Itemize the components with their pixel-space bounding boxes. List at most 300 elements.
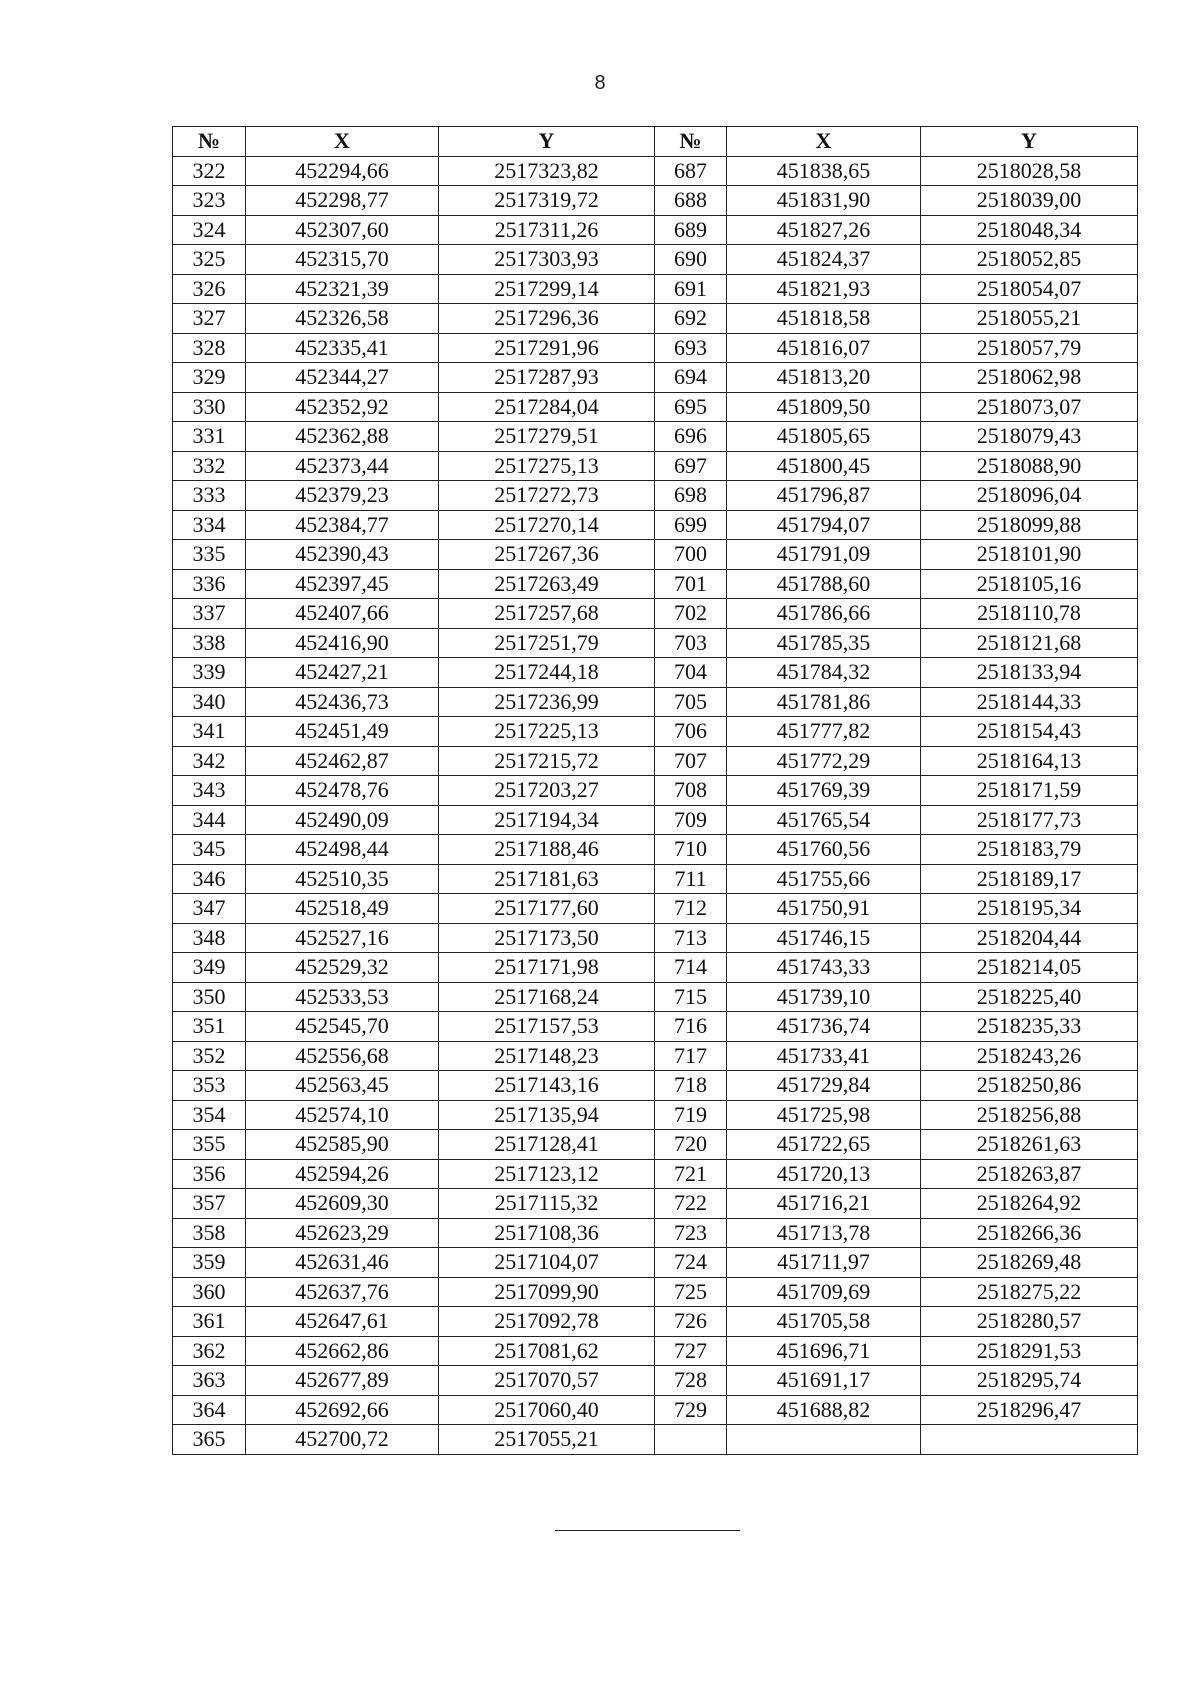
cell-number-right: 707 (655, 746, 727, 776)
cell-number-left: 349 (173, 953, 246, 983)
table-row (173, 1336, 1138, 1366)
cell-number-left: 345 (173, 835, 246, 865)
cell-number-right: 728 (655, 1366, 727, 1396)
cell-x-right: 451818,58 (727, 304, 921, 334)
cell-x-left: 452556,68 (246, 1041, 439, 1071)
cell-number-right: 689 (655, 215, 727, 245)
table-row (173, 1189, 1138, 1219)
cell-x-left: 452384,77 (246, 510, 439, 540)
cell-x-left: 452594,26 (246, 1159, 439, 1189)
cell-y-left: 2517311,26 (439, 215, 655, 245)
table-row (173, 186, 1138, 216)
table-row (173, 274, 1138, 304)
cell-x-left: 452623,29 (246, 1218, 439, 1248)
cell-y-left: 2517099,90 (439, 1277, 655, 1307)
cell-y-left: 2517081,62 (439, 1336, 655, 1366)
cell-number-right: 702 (655, 599, 727, 629)
table-row (173, 1100, 1138, 1130)
cell-x-right: 451760,56 (727, 835, 921, 865)
cell-y-left: 2517168,24 (439, 982, 655, 1012)
cell-x-right: 451831,90 (727, 186, 921, 216)
cell-x-left: 452416,90 (246, 628, 439, 658)
cell-x-right: 451705,58 (727, 1307, 921, 1337)
table-body (173, 156, 1138, 1454)
cell-y-right: 2518079,43 (921, 422, 1138, 452)
cell-y-left: 2517181,63 (439, 864, 655, 894)
table-row (173, 1425, 1138, 1455)
cell-number-right: 698 (655, 481, 727, 511)
table-row (173, 776, 1138, 806)
cell-y-right: 2518099,88 (921, 510, 1138, 540)
cell-number-left: 342 (173, 746, 246, 776)
table-row (173, 215, 1138, 245)
cell-y-right: 2518133,94 (921, 658, 1138, 688)
cell-y-right: 2518291,53 (921, 1336, 1138, 1366)
cell-y-left: 2517173,50 (439, 923, 655, 953)
cell-x-left: 452529,32 (246, 953, 439, 983)
cell-number-right: 690 (655, 245, 727, 275)
cell-x-right: 451688,82 (727, 1395, 921, 1425)
cell-number-left: 322 (173, 156, 246, 186)
cell-number-right: 688 (655, 186, 727, 216)
table-row (173, 451, 1138, 481)
cell-y-right: 2518177,73 (921, 805, 1138, 835)
cell-x-right: 451736,74 (727, 1012, 921, 1042)
cell-y-right: 2518264,92 (921, 1189, 1138, 1219)
cell-x-left: 452451,49 (246, 717, 439, 747)
cell-number-left: 359 (173, 1248, 246, 1278)
cell-y-right: 2518250,86 (921, 1071, 1138, 1101)
cell-number-right: 720 (655, 1130, 727, 1160)
cell-y-right: 2518183,79 (921, 835, 1138, 865)
cell-x-right: 451791,09 (727, 540, 921, 570)
cell-number-right: 687 (655, 156, 727, 186)
cell-number-right: 721 (655, 1159, 727, 1189)
cell-y-left: 2517284,04 (439, 392, 655, 422)
cell-y-left: 2517148,23 (439, 1041, 655, 1071)
cell-y-right: 2518261,63 (921, 1130, 1138, 1160)
cell-y-left: 2517244,18 (439, 658, 655, 688)
table-row (173, 746, 1138, 776)
coordinates-table (172, 126, 1138, 1455)
cell-x-right: 451809,50 (727, 392, 921, 422)
cell-x-right: 451805,65 (727, 422, 921, 452)
table-row (173, 687, 1138, 717)
cell-number-left: 323 (173, 186, 246, 216)
cell-x-right: 451813,20 (727, 363, 921, 393)
cell-x-left: 452533,53 (246, 982, 439, 1012)
cell-x-left: 452518,49 (246, 894, 439, 924)
cell-number-right: 727 (655, 1336, 727, 1366)
cell-y-right: 2518039,00 (921, 186, 1138, 216)
header-y-right: Y (921, 127, 1138, 157)
table-row (173, 599, 1138, 629)
table-row (173, 304, 1138, 334)
cell-number-right: 704 (655, 658, 727, 688)
cell-y-left: 2517319,72 (439, 186, 655, 216)
cell-number-right: 723 (655, 1218, 727, 1248)
cell-number-left: 347 (173, 894, 246, 924)
cell-y-left: 2517291,96 (439, 333, 655, 363)
cell-y-left: 2517257,68 (439, 599, 655, 629)
cell-y-left: 2517135,94 (439, 1100, 655, 1130)
table-row (173, 481, 1138, 511)
cell-x-right: 451816,07 (727, 333, 921, 363)
cell-x-right: 451755,66 (727, 864, 921, 894)
table-row (173, 333, 1138, 363)
cell-number-left: 324 (173, 215, 246, 245)
cell-number-left: 357 (173, 1189, 246, 1219)
cell-number-right: 705 (655, 687, 727, 717)
cell-y-left: 2517070,57 (439, 1366, 655, 1396)
cell-number-right: 697 (655, 451, 727, 481)
cell-x-right: 451784,32 (727, 658, 921, 688)
cell-y-left: 2517092,78 (439, 1307, 655, 1337)
cell-y-left: 2517236,99 (439, 687, 655, 717)
cell-y-left: 2517123,12 (439, 1159, 655, 1189)
cell-y-right: 2518275,22 (921, 1277, 1138, 1307)
cell-number-left: 335 (173, 540, 246, 570)
cell-x-right: 451725,98 (727, 1100, 921, 1130)
cell-number-left: 339 (173, 658, 246, 688)
table-row (173, 894, 1138, 924)
cell-x-right: 451739,10 (727, 982, 921, 1012)
table-row (173, 717, 1138, 747)
cell-y-left: 2517203,27 (439, 776, 655, 806)
cell-x-right: 451733,41 (727, 1041, 921, 1071)
cell-number-left: 334 (173, 510, 246, 540)
cell-y-left: 2517108,36 (439, 1218, 655, 1248)
cell-y-right: 2518028,58 (921, 156, 1138, 186)
cell-number-left: 338 (173, 628, 246, 658)
cell-x-right: 451713,78 (727, 1218, 921, 1248)
table-row (173, 1218, 1138, 1248)
table-row (173, 422, 1138, 452)
cell-x-right: 451765,54 (727, 805, 921, 835)
cell-number-right: 719 (655, 1100, 727, 1130)
cell-number-right: 710 (655, 835, 727, 865)
cell-number-left: 336 (173, 569, 246, 599)
cell-y-right: 2518096,04 (921, 481, 1138, 511)
cell-number-left: 333 (173, 481, 246, 511)
cell-x-left: 452326,58 (246, 304, 439, 334)
table-row (173, 569, 1138, 599)
cell-y-left: 2517143,16 (439, 1071, 655, 1101)
cell-x-left: 452344,27 (246, 363, 439, 393)
header-number-right: № (655, 127, 727, 157)
cell-number-left: 328 (173, 333, 246, 363)
cell-number-right: 691 (655, 274, 727, 304)
cell-y-right: 2518101,90 (921, 540, 1138, 570)
cell-number-left: 364 (173, 1395, 246, 1425)
cell-y-left: 2517188,46 (439, 835, 655, 865)
table-row (173, 1012, 1138, 1042)
cell-y-right (921, 1425, 1138, 1455)
cell-x-left: 452427,21 (246, 658, 439, 688)
table-row (173, 392, 1138, 422)
cell-x-left: 452585,90 (246, 1130, 439, 1160)
cell-number-left: 361 (173, 1307, 246, 1337)
cell-y-right: 2518073,07 (921, 392, 1138, 422)
cell-y-left: 2517267,36 (439, 540, 655, 570)
cell-x-left: 452662,86 (246, 1336, 439, 1366)
cell-y-left: 2517303,93 (439, 245, 655, 275)
cell-y-right: 2518057,79 (921, 333, 1138, 363)
cell-number-right: 725 (655, 1277, 727, 1307)
cell-y-left: 2517270,14 (439, 510, 655, 540)
cell-number-right: 712 (655, 894, 727, 924)
table-row (173, 1248, 1138, 1278)
cell-number-left: 325 (173, 245, 246, 275)
footer-divider (555, 1530, 740, 1531)
cell-number-right: 722 (655, 1189, 727, 1219)
cell-y-right: 2518189,17 (921, 864, 1138, 894)
cell-number-left: 356 (173, 1159, 246, 1189)
table-row (173, 1159, 1138, 1189)
cell-x-right: 451796,87 (727, 481, 921, 511)
cell-number-left: 332 (173, 451, 246, 481)
cell-y-left: 2517251,79 (439, 628, 655, 658)
cell-y-left: 2517299,14 (439, 274, 655, 304)
cell-y-left: 2517225,13 (439, 717, 655, 747)
cell-y-left: 2517157,53 (439, 1012, 655, 1042)
cell-y-left: 2517115,32 (439, 1189, 655, 1219)
cell-y-right: 2518266,36 (921, 1218, 1138, 1248)
cell-number-right: 692 (655, 304, 727, 334)
cell-y-right: 2518256,88 (921, 1100, 1138, 1130)
cell-x-right (727, 1425, 921, 1455)
cell-number-right: 713 (655, 923, 727, 953)
cell-number-right: 701 (655, 569, 727, 599)
cell-number-right: 699 (655, 510, 727, 540)
cell-y-left: 2517171,98 (439, 953, 655, 983)
cell-number-left: 327 (173, 304, 246, 334)
cell-x-left: 452462,87 (246, 746, 439, 776)
cell-x-right: 451827,26 (727, 215, 921, 245)
table-row (173, 953, 1138, 983)
cell-number-right: 718 (655, 1071, 727, 1101)
cell-number-left: 331 (173, 422, 246, 452)
table-row (173, 658, 1138, 688)
cell-x-right: 451824,37 (727, 245, 921, 275)
cell-number-right: 695 (655, 392, 727, 422)
cell-number-left: 365 (173, 1425, 246, 1455)
table-row (173, 1277, 1138, 1307)
cell-x-right: 451720,13 (727, 1159, 921, 1189)
cell-y-left: 2517323,82 (439, 156, 655, 186)
cell-y-left: 2517194,34 (439, 805, 655, 835)
cell-x-right: 451781,86 (727, 687, 921, 717)
table-row (173, 1041, 1138, 1071)
cell-x-right: 451788,60 (727, 569, 921, 599)
header-x-left: X (246, 127, 439, 157)
table-row (173, 1130, 1138, 1160)
cell-x-left: 452390,43 (246, 540, 439, 570)
cell-y-left: 2517104,07 (439, 1248, 655, 1278)
cell-y-left: 2517279,51 (439, 422, 655, 452)
cell-number-left: 346 (173, 864, 246, 894)
cell-y-left: 2517275,13 (439, 451, 655, 481)
cell-x-right: 451769,39 (727, 776, 921, 806)
cell-y-right: 2518164,13 (921, 746, 1138, 776)
cell-x-left: 452379,23 (246, 481, 439, 511)
table-header-row (173, 127, 1138, 157)
cell-x-left: 452631,46 (246, 1248, 439, 1278)
table-row (173, 1071, 1138, 1101)
cell-y-right: 2518121,68 (921, 628, 1138, 658)
cell-number-right: 714 (655, 953, 727, 983)
cell-x-right: 451777,82 (727, 717, 921, 747)
cell-number-right: 703 (655, 628, 727, 658)
cell-x-right: 451746,15 (727, 923, 921, 953)
table-row (173, 540, 1138, 570)
cell-y-right: 2518105,16 (921, 569, 1138, 599)
table-row (173, 835, 1138, 865)
cell-x-left: 452335,41 (246, 333, 439, 363)
cell-y-left: 2517055,21 (439, 1425, 655, 1455)
header-number-left: № (173, 127, 246, 157)
cell-y-right: 2518243,26 (921, 1041, 1138, 1071)
cell-x-left: 452362,88 (246, 422, 439, 452)
cell-number-left: 362 (173, 1336, 246, 1366)
cell-x-right: 451750,91 (727, 894, 921, 924)
cell-number-right: 729 (655, 1395, 727, 1425)
cell-y-right: 2518144,33 (921, 687, 1138, 717)
cell-y-right: 2518295,74 (921, 1366, 1138, 1396)
cell-number-left: 358 (173, 1218, 246, 1248)
cell-x-left: 452545,70 (246, 1012, 439, 1042)
header-x-right: X (727, 127, 921, 157)
cell-y-left: 2517060,40 (439, 1395, 655, 1425)
cell-x-right: 451800,45 (727, 451, 921, 481)
cell-x-left: 452574,10 (246, 1100, 439, 1130)
cell-number-left: 348 (173, 923, 246, 953)
table-row (173, 923, 1138, 953)
cell-x-left: 452637,76 (246, 1277, 439, 1307)
cell-x-right: 451794,07 (727, 510, 921, 540)
cell-y-right: 2518062,98 (921, 363, 1138, 393)
cell-x-right: 451743,33 (727, 953, 921, 983)
cell-number-right: 708 (655, 776, 727, 806)
cell-x-left: 452647,61 (246, 1307, 439, 1337)
cell-x-left: 452692,66 (246, 1395, 439, 1425)
cell-number-left: 343 (173, 776, 246, 806)
cell-y-right: 2518235,33 (921, 1012, 1138, 1042)
cell-number-right (655, 1425, 727, 1455)
cell-x-left: 452510,35 (246, 864, 439, 894)
cell-y-right: 2518110,78 (921, 599, 1138, 629)
table-row (173, 864, 1138, 894)
cell-x-left: 452321,39 (246, 274, 439, 304)
cell-x-right: 451785,35 (727, 628, 921, 658)
cell-number-right: 709 (655, 805, 727, 835)
cell-number-right: 715 (655, 982, 727, 1012)
cell-number-left: 363 (173, 1366, 246, 1396)
cell-number-left: 329 (173, 363, 246, 393)
cell-x-left: 452307,60 (246, 215, 439, 245)
cell-x-right: 451711,97 (727, 1248, 921, 1278)
cell-number-left: 341 (173, 717, 246, 747)
cell-number-right: 706 (655, 717, 727, 747)
cell-y-left: 2517215,72 (439, 746, 655, 776)
cell-y-right: 2518195,34 (921, 894, 1138, 924)
cell-x-left: 452498,44 (246, 835, 439, 865)
cell-x-right: 451709,69 (727, 1277, 921, 1307)
table-row (173, 1395, 1138, 1425)
cell-number-right: 694 (655, 363, 727, 393)
cell-number-left: 355 (173, 1130, 246, 1160)
cell-x-left: 452478,76 (246, 776, 439, 806)
table-row (173, 1307, 1138, 1337)
cell-x-right: 451838,65 (727, 156, 921, 186)
cell-y-right: 2518054,07 (921, 274, 1138, 304)
cell-y-right: 2518280,57 (921, 1307, 1138, 1337)
cell-number-right: 711 (655, 864, 727, 894)
table-row (173, 805, 1138, 835)
cell-number-left: 353 (173, 1071, 246, 1101)
cell-x-right: 451716,21 (727, 1189, 921, 1219)
cell-y-left: 2517296,36 (439, 304, 655, 334)
cell-number-left: 350 (173, 982, 246, 1012)
cell-x-left: 452294,66 (246, 156, 439, 186)
cell-y-right: 2518214,05 (921, 953, 1138, 983)
cell-x-right: 451729,84 (727, 1071, 921, 1101)
cell-number-left: 340 (173, 687, 246, 717)
cell-y-left: 2517287,93 (439, 363, 655, 393)
cell-number-left: 337 (173, 599, 246, 629)
cell-x-left: 452315,70 (246, 245, 439, 275)
cell-x-left: 452677,89 (246, 1366, 439, 1396)
cell-x-left: 452397,45 (246, 569, 439, 599)
cell-y-left: 2517177,60 (439, 894, 655, 924)
cell-number-right: 726 (655, 1307, 727, 1337)
table-row (173, 628, 1138, 658)
cell-x-left: 452527,16 (246, 923, 439, 953)
cell-number-right: 716 (655, 1012, 727, 1042)
cell-x-left: 452407,66 (246, 599, 439, 629)
table-row (173, 156, 1138, 186)
cell-y-right: 2518088,90 (921, 451, 1138, 481)
table-row (173, 982, 1138, 1012)
cell-x-left: 452609,30 (246, 1189, 439, 1219)
cell-y-left: 2517272,73 (439, 481, 655, 511)
cell-x-right: 451722,65 (727, 1130, 921, 1160)
cell-x-right: 451786,66 (727, 599, 921, 629)
cell-x-right: 451691,17 (727, 1366, 921, 1396)
cell-number-right: 724 (655, 1248, 727, 1278)
cell-y-right: 2518171,59 (921, 776, 1138, 806)
cell-number-right: 696 (655, 422, 727, 452)
cell-number-right: 693 (655, 333, 727, 363)
cell-number-right: 717 (655, 1041, 727, 1071)
table-row (173, 363, 1138, 393)
cell-y-left: 2517128,41 (439, 1130, 655, 1160)
cell-number-right: 700 (655, 540, 727, 570)
header-y-left: Y (439, 127, 655, 157)
cell-x-left: 452700,72 (246, 1425, 439, 1455)
cell-number-left: 360 (173, 1277, 246, 1307)
cell-number-left: 344 (173, 805, 246, 835)
cell-x-left: 452490,09 (246, 805, 439, 835)
cell-x-right: 451821,93 (727, 274, 921, 304)
cell-y-right: 2518269,48 (921, 1248, 1138, 1278)
cell-y-right: 2518052,85 (921, 245, 1138, 275)
cell-x-left: 452436,73 (246, 687, 439, 717)
cell-y-right: 2518204,44 (921, 923, 1138, 953)
page-number: 8 (594, 72, 606, 94)
table-row (173, 1366, 1138, 1396)
cell-number-left: 326 (173, 274, 246, 304)
